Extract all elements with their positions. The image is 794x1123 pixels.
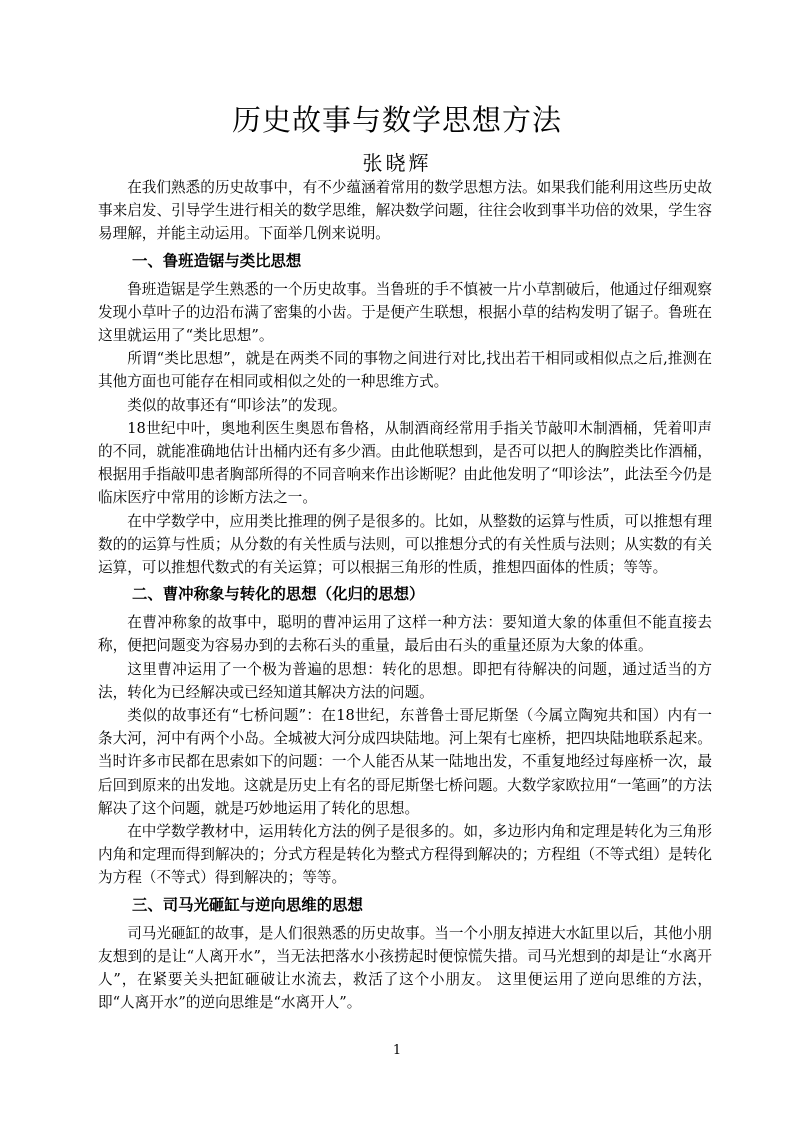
author-name: 张晓辉 — [362, 151, 432, 175]
body-paragraph: 在曹冲称象的故事中，聪明的曹冲运用了这样一种方法：要知道大象的体重但不能直接去称，便把问题变为容易办到的去称石头的重量，最后由石头的重量还原为大象的体重。 — [98, 614, 712, 655]
document-title: 历史故事与数学思想方法 — [231, 103, 562, 137]
section-heading: 一、鲁班造锯与类比思想 — [132, 251, 302, 270]
section-heading: 三、司马光砸缸与逆向思维的思想 — [132, 895, 363, 914]
body-paragraph: 所谓“类比思想”，就是在两类不同的事物之间进行对比,找出若干相同或相似点之后,推测在其他方面也可能存在相同或相似之处的一种思维方式。 — [98, 350, 712, 391]
section-heading: 二、曹冲称象与转化的思想（化归的思想） — [132, 585, 425, 604]
body-paragraph: 司马光砸缸的故事，是人们很熟悉的历史故事。当一个小朋友掉进大水缸里以后，其他小朋友想到的是让“人离开水”，当无法把落水小孩捞起时便惊慌失措。司马光想到的却是让“水离开人”，在紧要关头把缸砸破让水流去，救活了这个小朋友。 这里便运用了逆向思维的方法，即“人离开水”的逆向思维是“水离开人”。 — [98, 924, 712, 1012]
body-paragraph: 类似的故事还有“七桥问题”：在18世纪，东普鲁士哥尼斯堡（今属立陶宛共和国）内有一条大河，河中有两个小岛。全城被大河分成四块陆地。河上架有七座桥，把四块陆地联系起来。当时许多市民都在思索如下的问题：一个人能否从某一陆地出发，不重复地经过每座桥一次，最后回到原来的出发地。这就是历史上有名的哥尼斯堡七桥问题。大数学家欧拉用“一笔画”的方法解决了这个问题，就是巧妙地运用了转化的思想。 — [98, 707, 712, 817]
body-paragraph: 在中学数学教材中，运用转化方法的例子是很多的。如，多边形内角和定理是转化为三角形内角和定理而得到解决的；分式方程是转化为整式方程得到解决的；方程组（不等式组）是转化为方程（不等式）得到解决的；等等。 — [98, 823, 712, 887]
body-paragraph: 18世纪中叶，奥地利医生奥恩布鲁格，从制酒商经常用手指关节敲叩木制酒桶，凭着叩声的不同，就能准确地估计出桶内还有多少酒。由此他联想到，是否可以把人的胸腔类比作酒桶，根据用手指敲叩患者胸部所得的不同音响来作出诊断呢？由此他发明了“叩诊法”，此法至今仍是临床医疗中常用的诊断方法之一。 — [98, 419, 712, 507]
document-body — [98, 176, 712, 1015]
body-paragraph: 这里曹冲运用了一个极为普遍的思想：转化的思想。即把有待解决的问题，通过适当的方法，转化为已经解决或已经知道其解决方法的问题。 — [98, 660, 712, 701]
body-paragraph: 鲁班造锯是学生熟悉的一个历史故事。当鲁班的手不慎被一片小草割破后，他通过仔细观察发现小草叶子的边沿布满了密集的小齿。于是便产生联想，根据小草的结构发明了锯子。鲁班在这里就运用了“类比思想”。 — [98, 280, 712, 345]
page-number: 1 — [392, 1043, 402, 1058]
body-paragraph: 在中学数学中，应用类比推理的例子是很多的。比如，从整数的运算与性质，可以推想有理数的的运算与性质；从分数的有关性质与法则，可以推想分式的有关性质与法则；从实数的有关运算，可以推想代数式的有关运算；可以根据三角形的性质，推想四面体的性质；等等。 — [98, 512, 712, 577]
intro-paragraph: 在我们熟悉的历史故事中，有不少蕴涵着常用的数学思想方法。如果我们能利用这些历史故事来启发、引导学生进行相关的数学思维，解决数学问题，往往会收到事半功倍的效果，学生容易理解，并能主动运用。下面举几例来说明。 — [98, 179, 712, 243]
body-paragraph: 类似的故事还有“叩诊法”的发现。 — [127, 396, 347, 414]
